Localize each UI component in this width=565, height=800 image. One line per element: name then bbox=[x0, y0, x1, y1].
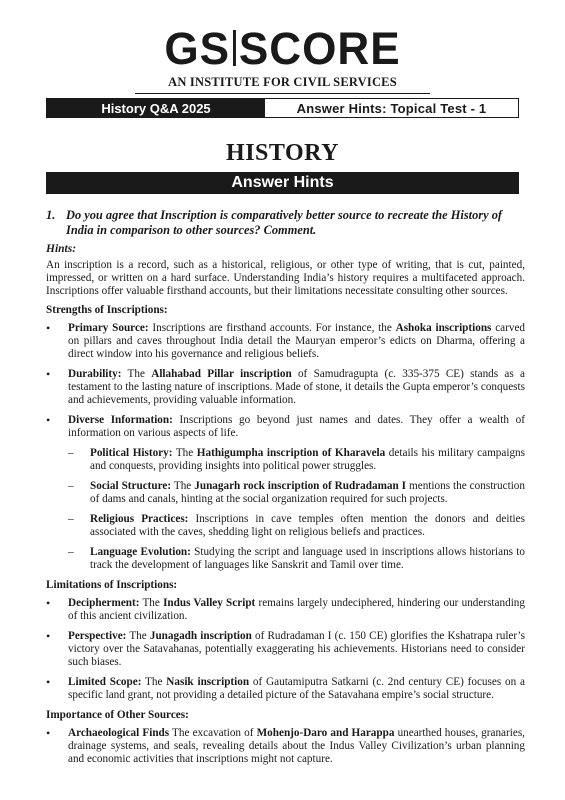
list-item: • Archaeological Finds The excavation of Mohenjo-Daro and Harappa unearthed houses, granaries, drainage systems, and seals, revealing details about the Indus Valley Civilization’s urban planning and economic activities that inscriptions might not capture. bbox=[46, 726, 525, 765]
list-item: • Diverse Information: Inscriptions go beyond just names and dates. They offer a wealth of information on various aspects of life. bbox=[46, 413, 525, 439]
logo-gs: GS bbox=[164, 23, 231, 74]
logo-separator bbox=[233, 30, 236, 66]
item-title: Social Structure: bbox=[90, 480, 172, 492]
dash-icon: – bbox=[68, 546, 74, 558]
bullet-icon: • bbox=[46, 629, 51, 643]
item-title: Religious Practices: bbox=[90, 513, 189, 525]
bullet-icon: • bbox=[46, 413, 51, 427]
dash-icon: – bbox=[68, 447, 74, 459]
item-title: Perspective: bbox=[68, 630, 127, 642]
series-label: History Q&A 2025 bbox=[47, 99, 265, 117]
sub-list-item: – Religious Practices: Inscriptions in cave temples often mention the donors and deities associated with the caves, shedding light on religious beliefs and practices. bbox=[68, 513, 525, 538]
limitations-heading: Limitations of Inscriptions: bbox=[46, 579, 178, 591]
item-emphasis: Indus Valley Script bbox=[163, 597, 256, 609]
item-title: Primary Source: bbox=[68, 322, 149, 334]
section-title: Answer Hints bbox=[46, 172, 519, 194]
list-item: • Durability: The Allahabad Pillar inscription of Samudragupta (c. 335-375 CE) stands as a testament to the lasting nature of inscriptions. Made of stone, it details the Gupta emperor’s conquests and achievements, providing valuable information. bbox=[46, 367, 525, 406]
question bbox=[46, 208, 525, 238]
subject-title: HISTORY bbox=[226, 140, 339, 166]
header-banner bbox=[46, 98, 519, 118]
item-title: Durability: bbox=[68, 368, 122, 380]
item-title: Archaeological Finds bbox=[68, 727, 170, 739]
item-emphasis: Junagarh rock inscription of Rudradaman I bbox=[194, 480, 407, 492]
item-title: Limited Scope: bbox=[68, 676, 142, 688]
list-item: • Limited Scope: The Nasik inscription of Gautamiputra Satkarni (c. 2nd century CE) focuses on a specific land grant, not providing a detailed picture of the Satavahana empire’s social structure. bbox=[46, 675, 526, 701]
page-content bbox=[46, 208, 525, 773]
sub-list-item: – Political History: The Hathigumpha inscription of Kharavela details his military campaigns and conquests, providing insights into political power struggles. bbox=[68, 447, 525, 472]
item-emphasis: Ashoka inscriptions bbox=[395, 322, 492, 334]
test-label: Answer Hints: Topical Test - 1 bbox=[296, 100, 487, 116]
bullet-icon: • bbox=[46, 675, 51, 689]
sub-list-item: – Language Evolution: Studying the script and language used in inscriptions allows historians to track the development of languages like Sanskrit and Tamil over time. bbox=[68, 546, 525, 571]
bullet-icon: • bbox=[46, 367, 51, 381]
item-title: Diverse Information: bbox=[68, 414, 173, 426]
bullet-icon: • bbox=[46, 726, 51, 740]
dash-icon: – bbox=[68, 480, 74, 492]
other-sources-heading: Importance of Other Sources: bbox=[46, 709, 189, 721]
dash-icon: – bbox=[68, 513, 74, 525]
sub-list-item: – Social Structure: The Junagarh rock inscription of Rudradaman I mentions the construction of dams and canals, hinting at the social organization required for such projects. bbox=[68, 480, 525, 505]
strengths-heading: Strengths of Inscriptions: bbox=[46, 304, 168, 316]
brand-logo bbox=[6, 23, 560, 74]
list-item: • Primary Source: Inscriptions are firsthand accounts. For instance, the Ashoka inscriptions carved on pillars and caves throughout India detail the Mauryan emperor’s edicts on Dharma, offering a direct window into his governance and religious beliefs. bbox=[46, 321, 526, 360]
item-title: Political History: bbox=[90, 447, 173, 459]
item-title: Decipherment: bbox=[68, 597, 140, 609]
tagline-underline bbox=[135, 93, 430, 94]
item-emphasis: Mohenjo-Daro and Harappa bbox=[256, 727, 395, 739]
list-item: • Perspective: The Junagadh inscription of Rudradaman I (c. 150 CE) glorifies the Kshatrapa ruler’s victory over the Satavahanas, potentially exaggerating his achievements. Historians need to consider such biases. bbox=[46, 629, 525, 668]
brand-tagline: AN INSTITUTE FOR CIVIL SERVICES bbox=[168, 75, 397, 89]
bullet-icon: • bbox=[46, 321, 51, 335]
list-item: • Decipherment: The Indus Valley Script remains largely undeciphered, hindering our understanding of this ancient civilization. bbox=[46, 596, 525, 622]
hints-label: Hints: bbox=[46, 243, 77, 255]
logo-score: SCORE bbox=[238, 23, 401, 74]
question-number: 1. bbox=[46, 208, 56, 222]
item-emphasis: Junagadh inscription bbox=[149, 630, 252, 642]
item-title: Language Evolution: bbox=[90, 546, 191, 558]
question-text: Do you agree that Inscription is comparatively better source to recreate the History of India in comparison to other sources? Comment. bbox=[66, 208, 503, 237]
item-emphasis: Hathigumpha inscription of Kharavela bbox=[196, 447, 386, 459]
intro-paragraph: An inscription is a record, such as a historical, religious, or other type of writing, that is cut, painted, impressed, or written on a hard surface. Understanding India’s history requires a multifaceted approach. Inscriptions offer valuable firsthand accounts, but their limitations necessitate consulting other sources. bbox=[46, 259, 525, 297]
item-emphasis: Nasik inscription bbox=[166, 676, 250, 688]
bullet-icon: • bbox=[46, 596, 51, 610]
item-emphasis: Allahabad Pillar inscription bbox=[151, 368, 292, 380]
